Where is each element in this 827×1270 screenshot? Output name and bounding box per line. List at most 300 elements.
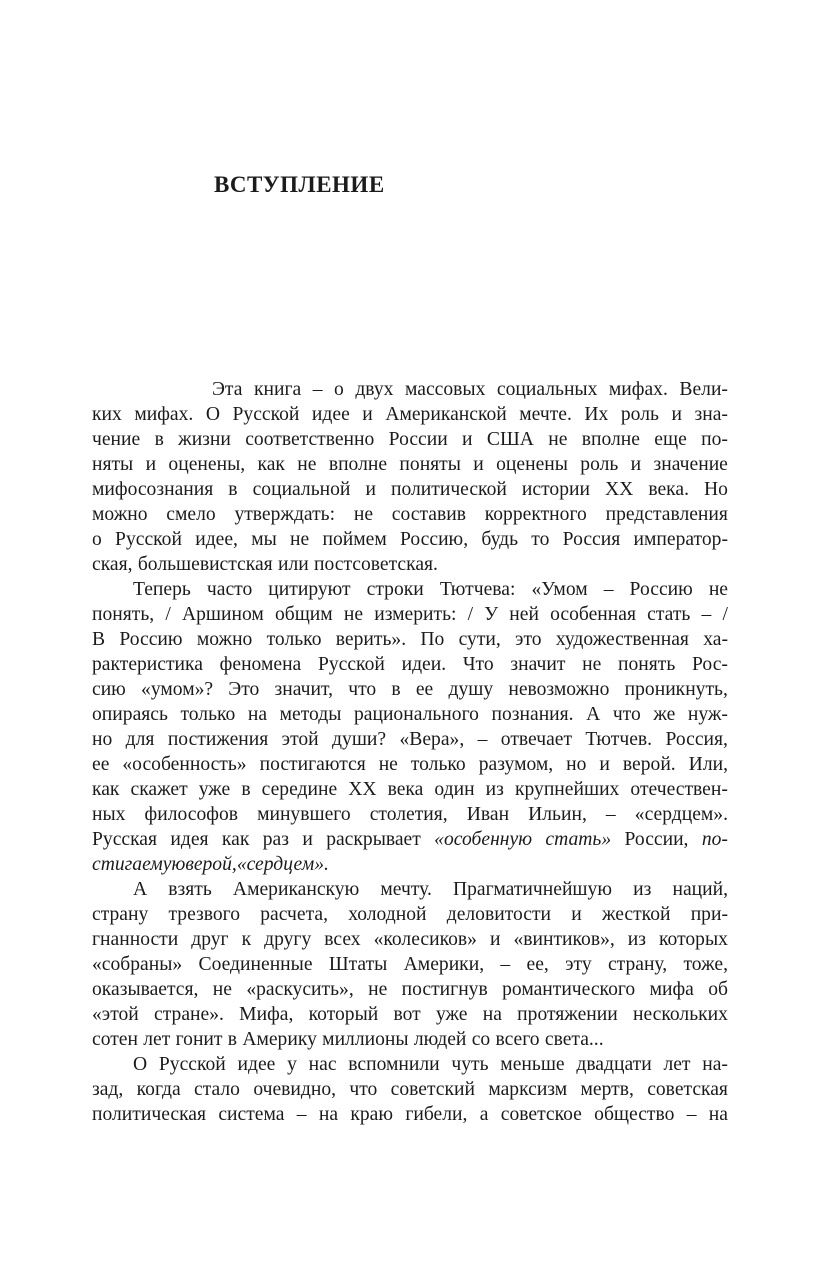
word: мифах. bbox=[134, 404, 194, 425]
word: но bbox=[566, 754, 587, 775]
word: «особенную bbox=[434, 829, 533, 850]
word: Соединенные bbox=[198, 954, 313, 975]
word: постижения bbox=[167, 729, 269, 750]
word: об bbox=[708, 979, 728, 1000]
word: крупнейших bbox=[514, 779, 620, 800]
word: миллионы bbox=[322, 1029, 409, 1050]
word: краю bbox=[350, 1104, 394, 1125]
word: не bbox=[290, 529, 310, 550]
word: не bbox=[353, 504, 374, 525]
word: Русской bbox=[115, 529, 182, 550]
word: истории bbox=[521, 479, 590, 500]
word: методы bbox=[279, 704, 342, 725]
word: или bbox=[277, 554, 309, 575]
word: рактеристика bbox=[92, 654, 203, 675]
word: «этой bbox=[92, 1004, 139, 1025]
word: как bbox=[257, 454, 285, 475]
word: цитируют bbox=[268, 579, 351, 600]
word: сути, bbox=[458, 629, 501, 650]
word: ких bbox=[92, 404, 122, 425]
text-line bbox=[92, 677, 728, 702]
word: Ильин, bbox=[528, 804, 587, 825]
word: же bbox=[653, 704, 676, 725]
word: верой. bbox=[622, 754, 676, 775]
text-line bbox=[92, 1102, 728, 1127]
word: двух bbox=[355, 379, 394, 400]
word: понять bbox=[618, 654, 676, 675]
word: из bbox=[627, 929, 647, 950]
word: о bbox=[334, 379, 344, 400]
word: но bbox=[92, 729, 113, 750]
word: общим bbox=[274, 604, 333, 625]
word: вполне bbox=[581, 429, 640, 450]
word: массовых bbox=[405, 379, 486, 400]
word: для bbox=[125, 729, 155, 750]
word: – bbox=[500, 954, 511, 975]
word: не bbox=[297, 454, 317, 475]
word: у bbox=[287, 1054, 297, 1075]
word: романтического bbox=[502, 979, 636, 1000]
word: познания. bbox=[491, 704, 574, 725]
word: стигаемую bbox=[92, 854, 186, 875]
word: Что bbox=[462, 654, 494, 675]
body-text bbox=[92, 377, 728, 1127]
word: смело bbox=[166, 504, 216, 525]
word: мифа bbox=[649, 979, 694, 1000]
word: столетия, bbox=[369, 804, 448, 825]
word: постсоветская. bbox=[314, 554, 438, 575]
text-line bbox=[92, 852, 728, 877]
word: Это bbox=[228, 679, 260, 700]
word: который bbox=[308, 1004, 379, 1025]
word: стало bbox=[194, 1079, 240, 1100]
word: как bbox=[221, 829, 250, 850]
word: Россия, bbox=[665, 729, 728, 750]
word: «Умом bbox=[531, 579, 588, 600]
word: постигнув bbox=[401, 979, 488, 1000]
word: взять bbox=[168, 879, 212, 900]
word: меньше bbox=[500, 1054, 565, 1075]
word: Русской bbox=[158, 1054, 226, 1075]
word: которых bbox=[659, 929, 728, 950]
word: советская bbox=[647, 1079, 728, 1100]
word: сию bbox=[92, 679, 126, 700]
word: а bbox=[479, 1104, 489, 1125]
word: уже bbox=[198, 779, 231, 800]
word: А bbox=[586, 704, 601, 725]
word: можно bbox=[92, 504, 148, 525]
word: идее, bbox=[195, 529, 238, 550]
word: оценены bbox=[496, 454, 568, 475]
word: нуж- bbox=[687, 704, 728, 725]
text-line bbox=[92, 902, 728, 927]
word: Но bbox=[704, 479, 728, 500]
word: страну, bbox=[607, 954, 668, 975]
word: корректного bbox=[484, 504, 587, 525]
word: в bbox=[154, 429, 164, 450]
word: сотен bbox=[92, 1029, 138, 1050]
text-line bbox=[92, 702, 728, 727]
word: зад, bbox=[92, 1079, 124, 1100]
word: на bbox=[247, 704, 268, 725]
word: соответственно bbox=[245, 429, 375, 450]
word: еще bbox=[654, 429, 687, 450]
word: строки bbox=[366, 579, 424, 600]
word: Мифа, bbox=[239, 1004, 294, 1025]
word: на bbox=[482, 1004, 502, 1025]
word: Иван bbox=[466, 804, 510, 825]
word: людей bbox=[413, 1029, 467, 1050]
word: всех bbox=[324, 929, 361, 950]
word: XX bbox=[348, 779, 377, 800]
word: составив bbox=[391, 504, 466, 525]
word: роль bbox=[580, 454, 619, 475]
word: Рос- bbox=[692, 654, 728, 675]
word: политическая bbox=[92, 1104, 207, 1125]
text-line bbox=[92, 1077, 728, 1102]
word: мечту. bbox=[380, 879, 432, 900]
word: уже bbox=[435, 1004, 468, 1025]
word: – bbox=[605, 804, 616, 825]
word: В bbox=[92, 629, 106, 650]
word: Тютчев. bbox=[585, 729, 653, 750]
word: отечествен- bbox=[630, 779, 728, 800]
word: мертв, bbox=[580, 1079, 634, 1100]
word: Теперь bbox=[133, 579, 191, 600]
word: ней bbox=[509, 604, 539, 625]
word: двадцати bbox=[576, 1054, 652, 1075]
text-line bbox=[92, 552, 728, 577]
word: всего bbox=[495, 1029, 540, 1050]
word: Вели- bbox=[679, 379, 728, 400]
word: «Вера», bbox=[399, 729, 465, 750]
word: лет bbox=[663, 1054, 691, 1075]
word: «собраны» bbox=[92, 954, 183, 975]
word: один bbox=[434, 779, 475, 800]
word: раскрывает bbox=[326, 829, 421, 850]
text-line bbox=[92, 652, 728, 677]
word: идея bbox=[170, 829, 209, 850]
word: Штаты bbox=[328, 954, 388, 975]
chapter-heading: ВСТУПЛЕНИЕ bbox=[214, 172, 385, 197]
word: на bbox=[708, 1104, 728, 1125]
word: политической bbox=[390, 479, 507, 500]
word: в bbox=[227, 1029, 238, 1050]
word: представления bbox=[605, 504, 728, 525]
word: утверждать: bbox=[234, 504, 336, 525]
word: наций, bbox=[672, 879, 728, 900]
word: Русской bbox=[232, 404, 300, 425]
word: марксизм bbox=[488, 1079, 568, 1100]
text-line bbox=[92, 1027, 728, 1052]
word: книга bbox=[253, 379, 302, 400]
text-line bbox=[92, 502, 728, 527]
word: измерить: bbox=[374, 604, 457, 625]
word: – bbox=[477, 729, 488, 750]
word: ее bbox=[415, 679, 434, 700]
text-line bbox=[92, 527, 728, 552]
word: не bbox=[548, 429, 568, 450]
word: вполне bbox=[328, 454, 388, 475]
word: Американской bbox=[385, 404, 507, 425]
text-line bbox=[92, 577, 728, 602]
word: жесткой bbox=[601, 904, 671, 925]
word: советское bbox=[500, 1104, 582, 1125]
word: ская, bbox=[92, 554, 133, 575]
text-line bbox=[92, 802, 728, 827]
text-line bbox=[92, 977, 728, 1002]
word: когда bbox=[136, 1079, 181, 1100]
word: жизни bbox=[178, 429, 231, 450]
text-line bbox=[92, 377, 728, 402]
word: О bbox=[205, 404, 220, 425]
text-line bbox=[92, 402, 728, 427]
word: общество bbox=[594, 1104, 675, 1125]
word: проникнуть, bbox=[624, 679, 728, 700]
word: вспомнили bbox=[348, 1054, 440, 1075]
word: опираясь bbox=[92, 704, 168, 725]
word: няты bbox=[92, 454, 134, 475]
word: оказывается, bbox=[92, 979, 199, 1000]
word: в bbox=[241, 779, 251, 800]
word: идее bbox=[311, 404, 350, 425]
word: У bbox=[484, 604, 499, 625]
word: Американскую bbox=[232, 879, 360, 900]
word: мы bbox=[251, 529, 277, 550]
word: скажет bbox=[130, 779, 188, 800]
word: XX bbox=[605, 479, 634, 500]
text-line bbox=[92, 877, 728, 902]
word: то bbox=[531, 529, 550, 550]
text-line bbox=[92, 477, 728, 502]
word: этой bbox=[281, 729, 319, 750]
word: и bbox=[630, 454, 642, 475]
word: раз bbox=[262, 829, 289, 850]
word: значение bbox=[653, 454, 728, 475]
word: часто bbox=[206, 579, 253, 600]
word: Америки, bbox=[403, 954, 485, 975]
word: Россию bbox=[629, 579, 693, 600]
word: о bbox=[92, 529, 102, 550]
text-line bbox=[92, 827, 728, 852]
word: в bbox=[228, 479, 238, 500]
word: / bbox=[165, 604, 171, 625]
word: «раскусить», bbox=[246, 979, 354, 1000]
word: гонит bbox=[175, 1029, 223, 1050]
word: и bbox=[671, 404, 682, 425]
word: нас bbox=[308, 1054, 337, 1075]
word: мечте. bbox=[519, 404, 572, 425]
word: разумом, bbox=[478, 754, 554, 775]
word: души? bbox=[332, 729, 387, 750]
word: что bbox=[348, 679, 377, 700]
word: и bbox=[571, 904, 582, 925]
word: идеи. bbox=[401, 654, 447, 675]
word: феномена bbox=[219, 654, 302, 675]
word: не bbox=[378, 754, 398, 775]
word: значит bbox=[510, 654, 566, 675]
word: Прагматичнейшую bbox=[452, 879, 612, 900]
word: О bbox=[133, 1054, 148, 1075]
word: и bbox=[599, 754, 610, 775]
word: социальной bbox=[252, 479, 351, 500]
word: отвечает bbox=[500, 729, 573, 750]
word: и bbox=[145, 454, 157, 475]
word: душу bbox=[448, 679, 494, 700]
word: верить». bbox=[335, 629, 407, 650]
text-line bbox=[92, 952, 728, 977]
word: и bbox=[302, 829, 313, 850]
word: и bbox=[362, 404, 373, 425]
word: верой, bbox=[185, 854, 237, 875]
word: система bbox=[218, 1104, 285, 1125]
word: «винтиков», bbox=[513, 929, 615, 950]
text-line bbox=[92, 427, 728, 452]
word: трезвого bbox=[168, 904, 241, 925]
word: деловитости bbox=[446, 904, 552, 925]
word: и bbox=[365, 479, 376, 500]
text-line bbox=[92, 452, 728, 477]
word: не bbox=[708, 579, 728, 600]
word: / bbox=[722, 604, 728, 625]
word: понять, bbox=[92, 604, 155, 625]
word: роль bbox=[620, 404, 659, 425]
word: – bbox=[312, 379, 323, 400]
word: идее bbox=[237, 1054, 276, 1075]
word: вот bbox=[393, 1004, 421, 1025]
word: гнанности bbox=[92, 929, 179, 950]
word: как bbox=[92, 779, 120, 800]
word: мифосознания bbox=[92, 479, 214, 500]
word: поняты bbox=[399, 454, 461, 475]
word: что bbox=[349, 1079, 378, 1100]
word: «колесиков» bbox=[373, 929, 477, 950]
word: эту bbox=[565, 954, 592, 975]
word: / bbox=[467, 604, 474, 625]
word: на bbox=[318, 1104, 339, 1125]
word: Русская bbox=[92, 829, 158, 850]
word: со bbox=[471, 1029, 491, 1050]
word: значит, bbox=[274, 679, 334, 700]
word: Америку bbox=[242, 1029, 317, 1050]
word: это bbox=[515, 629, 542, 650]
word: к bbox=[241, 929, 252, 950]
text-line bbox=[92, 727, 728, 752]
word: «особенность» bbox=[122, 754, 247, 775]
word: России, bbox=[624, 829, 689, 850]
word: не bbox=[368, 979, 388, 1000]
word: стать bbox=[647, 604, 691, 625]
word: расчета, bbox=[260, 904, 328, 925]
word: лет bbox=[143, 1029, 171, 1050]
word: гибели, bbox=[405, 1104, 468, 1125]
word: художественная bbox=[555, 629, 689, 650]
word: и bbox=[473, 454, 484, 475]
word: ных bbox=[92, 804, 126, 825]
word: «сердцем». bbox=[236, 854, 329, 875]
word: Их bbox=[584, 404, 609, 425]
word: – bbox=[701, 604, 712, 625]
word: тоже, bbox=[683, 954, 728, 975]
text-line bbox=[92, 627, 728, 652]
word: середине bbox=[261, 779, 338, 800]
word: при- bbox=[690, 904, 728, 925]
word: Или, bbox=[688, 754, 728, 775]
text-line bbox=[92, 927, 728, 952]
word: Эта bbox=[212, 379, 243, 400]
word: советский bbox=[390, 1079, 475, 1100]
word: рационального bbox=[353, 704, 479, 725]
word: философов bbox=[144, 804, 238, 825]
word: можно bbox=[196, 629, 253, 650]
word: холодной bbox=[348, 904, 427, 925]
word: только bbox=[266, 629, 322, 650]
word: – bbox=[603, 579, 614, 600]
word: Россию bbox=[119, 629, 183, 650]
word: ее bbox=[92, 754, 110, 775]
word: – bbox=[686, 1104, 697, 1125]
word: А bbox=[133, 879, 148, 900]
word: Русской bbox=[317, 654, 385, 675]
text-line bbox=[92, 752, 728, 777]
word: Тютчева: bbox=[439, 579, 516, 600]
word: века bbox=[387, 779, 424, 800]
word: – bbox=[296, 1104, 307, 1125]
text-line bbox=[92, 1002, 728, 1027]
word: ее, bbox=[526, 954, 549, 975]
word: века. bbox=[648, 479, 689, 500]
word: не bbox=[343, 604, 364, 625]
word: особенная bbox=[550, 604, 636, 625]
word: не bbox=[582, 654, 602, 675]
word: другу bbox=[264, 929, 312, 950]
word: По bbox=[420, 629, 445, 650]
word: постигаются bbox=[259, 754, 366, 775]
word: стране». bbox=[154, 1004, 224, 1025]
word: «сердцем». bbox=[634, 804, 728, 825]
word: зна- bbox=[694, 404, 728, 425]
word: Аршином bbox=[181, 604, 264, 625]
word: друг bbox=[191, 929, 229, 950]
word: большевистская bbox=[137, 554, 273, 575]
word: и bbox=[489, 929, 501, 950]
word: император- bbox=[633, 529, 728, 550]
word: чение bbox=[92, 429, 141, 450]
word: протяжении bbox=[517, 1004, 618, 1025]
word: нескольких bbox=[633, 1004, 728, 1025]
word: минувшего bbox=[257, 804, 351, 825]
text-line bbox=[92, 777, 728, 802]
word: из bbox=[633, 879, 652, 900]
word: не bbox=[212, 979, 232, 1000]
text-line bbox=[92, 1052, 728, 1077]
word: оценены, bbox=[168, 454, 246, 475]
word: очевидно, bbox=[253, 1079, 337, 1100]
word: «умом»? bbox=[141, 679, 214, 700]
word: России bbox=[388, 429, 448, 450]
word: и bbox=[462, 429, 473, 450]
word: по- bbox=[701, 829, 728, 850]
word: что bbox=[612, 704, 641, 725]
word: из bbox=[485, 779, 504, 800]
word: ха- bbox=[703, 629, 728, 650]
word: только bbox=[410, 754, 466, 775]
word: поймем bbox=[322, 529, 387, 550]
word: будь bbox=[481, 529, 519, 550]
word: чуть bbox=[451, 1054, 489, 1075]
word: стать» bbox=[545, 829, 612, 850]
word: Россия bbox=[562, 529, 621, 550]
